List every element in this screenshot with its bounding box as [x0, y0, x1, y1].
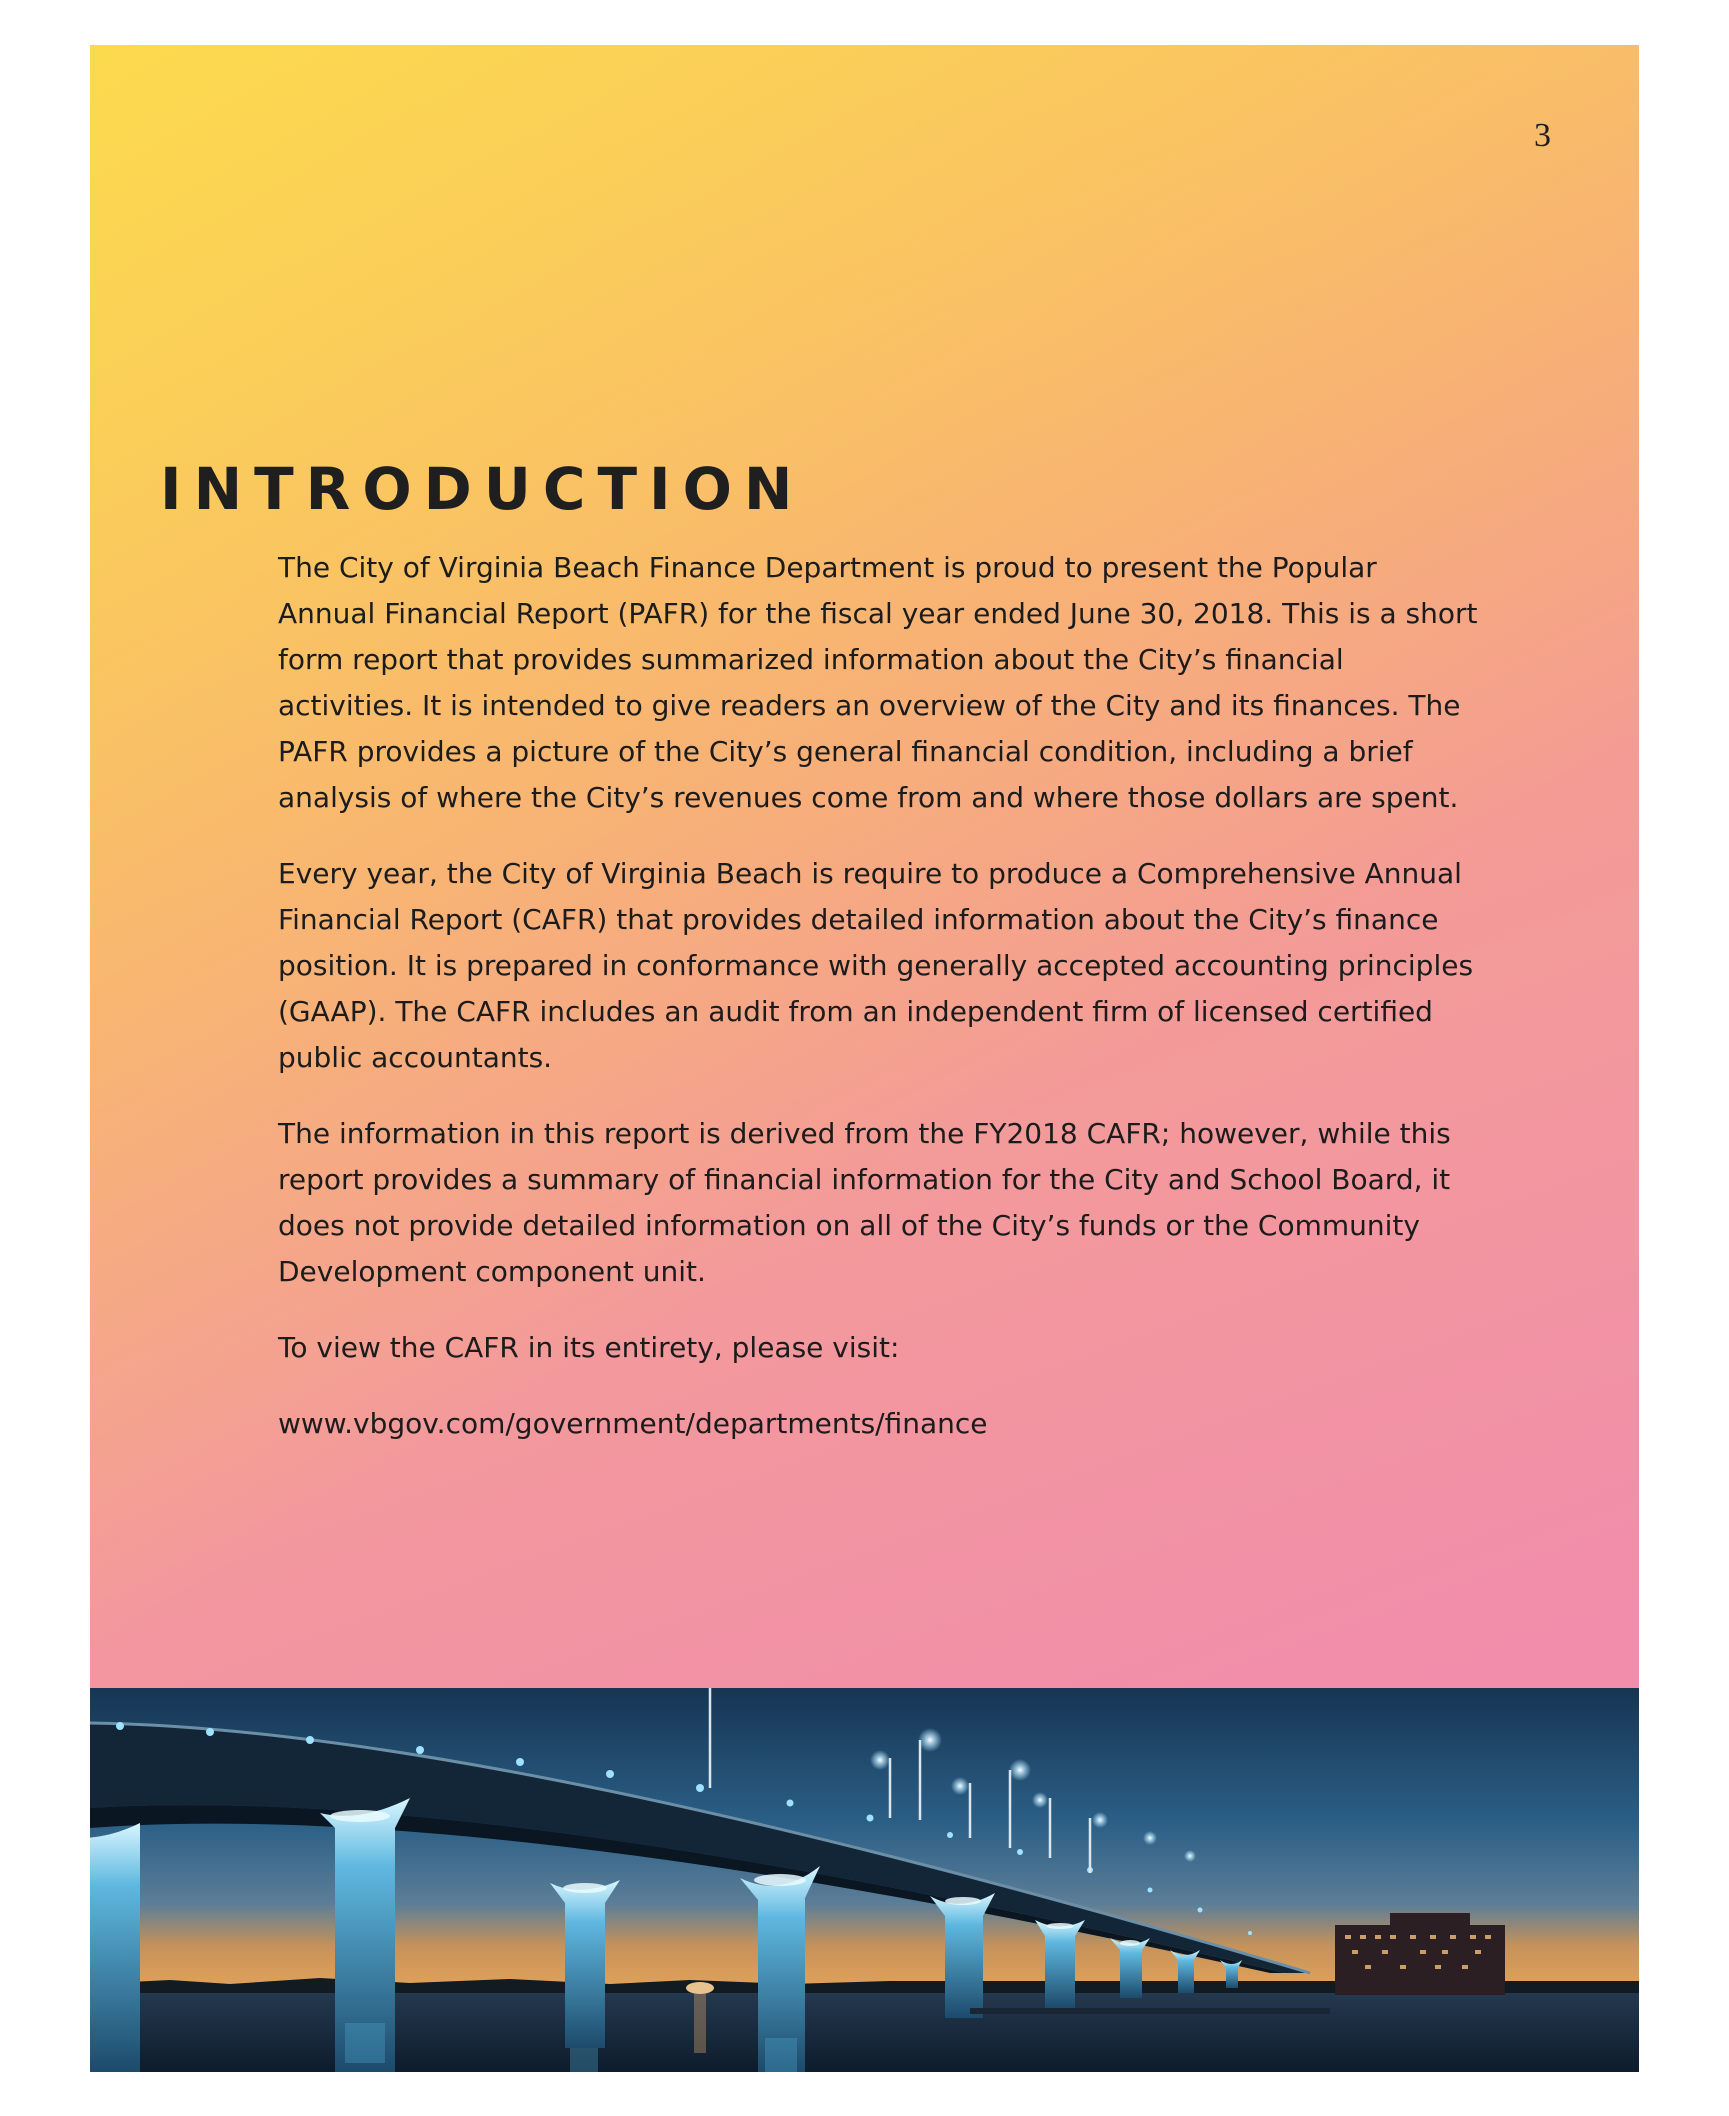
bridge-photo — [90, 1688, 1639, 2072]
intro-paragraph-2: Every year, the City of Virginia Beach is require to produce a Comprehensive Annual Financial Report (CAFR) that provides detailed information about the City’s finance position. It is prepared in conformance with generally accepted accounting principles (GAAP). The CAFR includes an audit from an independent firm of licensed certified public accountants. — [278, 857, 1474, 1074]
section-heading: INTRODUCTION — [160, 455, 805, 523]
cafr-link[interactable]: www.vbgov.com/government/departments/finance — [278, 1407, 988, 1440]
intro-paragraph-4: To view the CAFR in its entirety, please visit: — [278, 1331, 900, 1364]
intro-paragraph-1: The City of Virginia Beach Finance Department is proud to present the Popular Annual Financial Report (PAFR) for the fiscal year ended June 30, 2018. This is a short form report that provides summarized information about the City’s financial activities. It is intended to give readers an overview of the City and its finances. The PAFR provides a picture of the City’s general financial condition, including a brief analysis of where the City’s revenues come from and where those dollars are spent. — [278, 551, 1478, 814]
page-number: 3 — [1534, 117, 1551, 154]
intro-body — [278, 545, 1478, 1477]
intro-paragraph-3: The information in this report is derived from the FY2018 CAFR; however, while this report provides a summary of financial information for the City and School Board, it does not provide detailed information on all of the City’s funds or the Community Development component unit. — [278, 1117, 1451, 1288]
page-background — [90, 45, 1639, 2072]
bridge-illustration — [90, 1688, 1639, 2072]
